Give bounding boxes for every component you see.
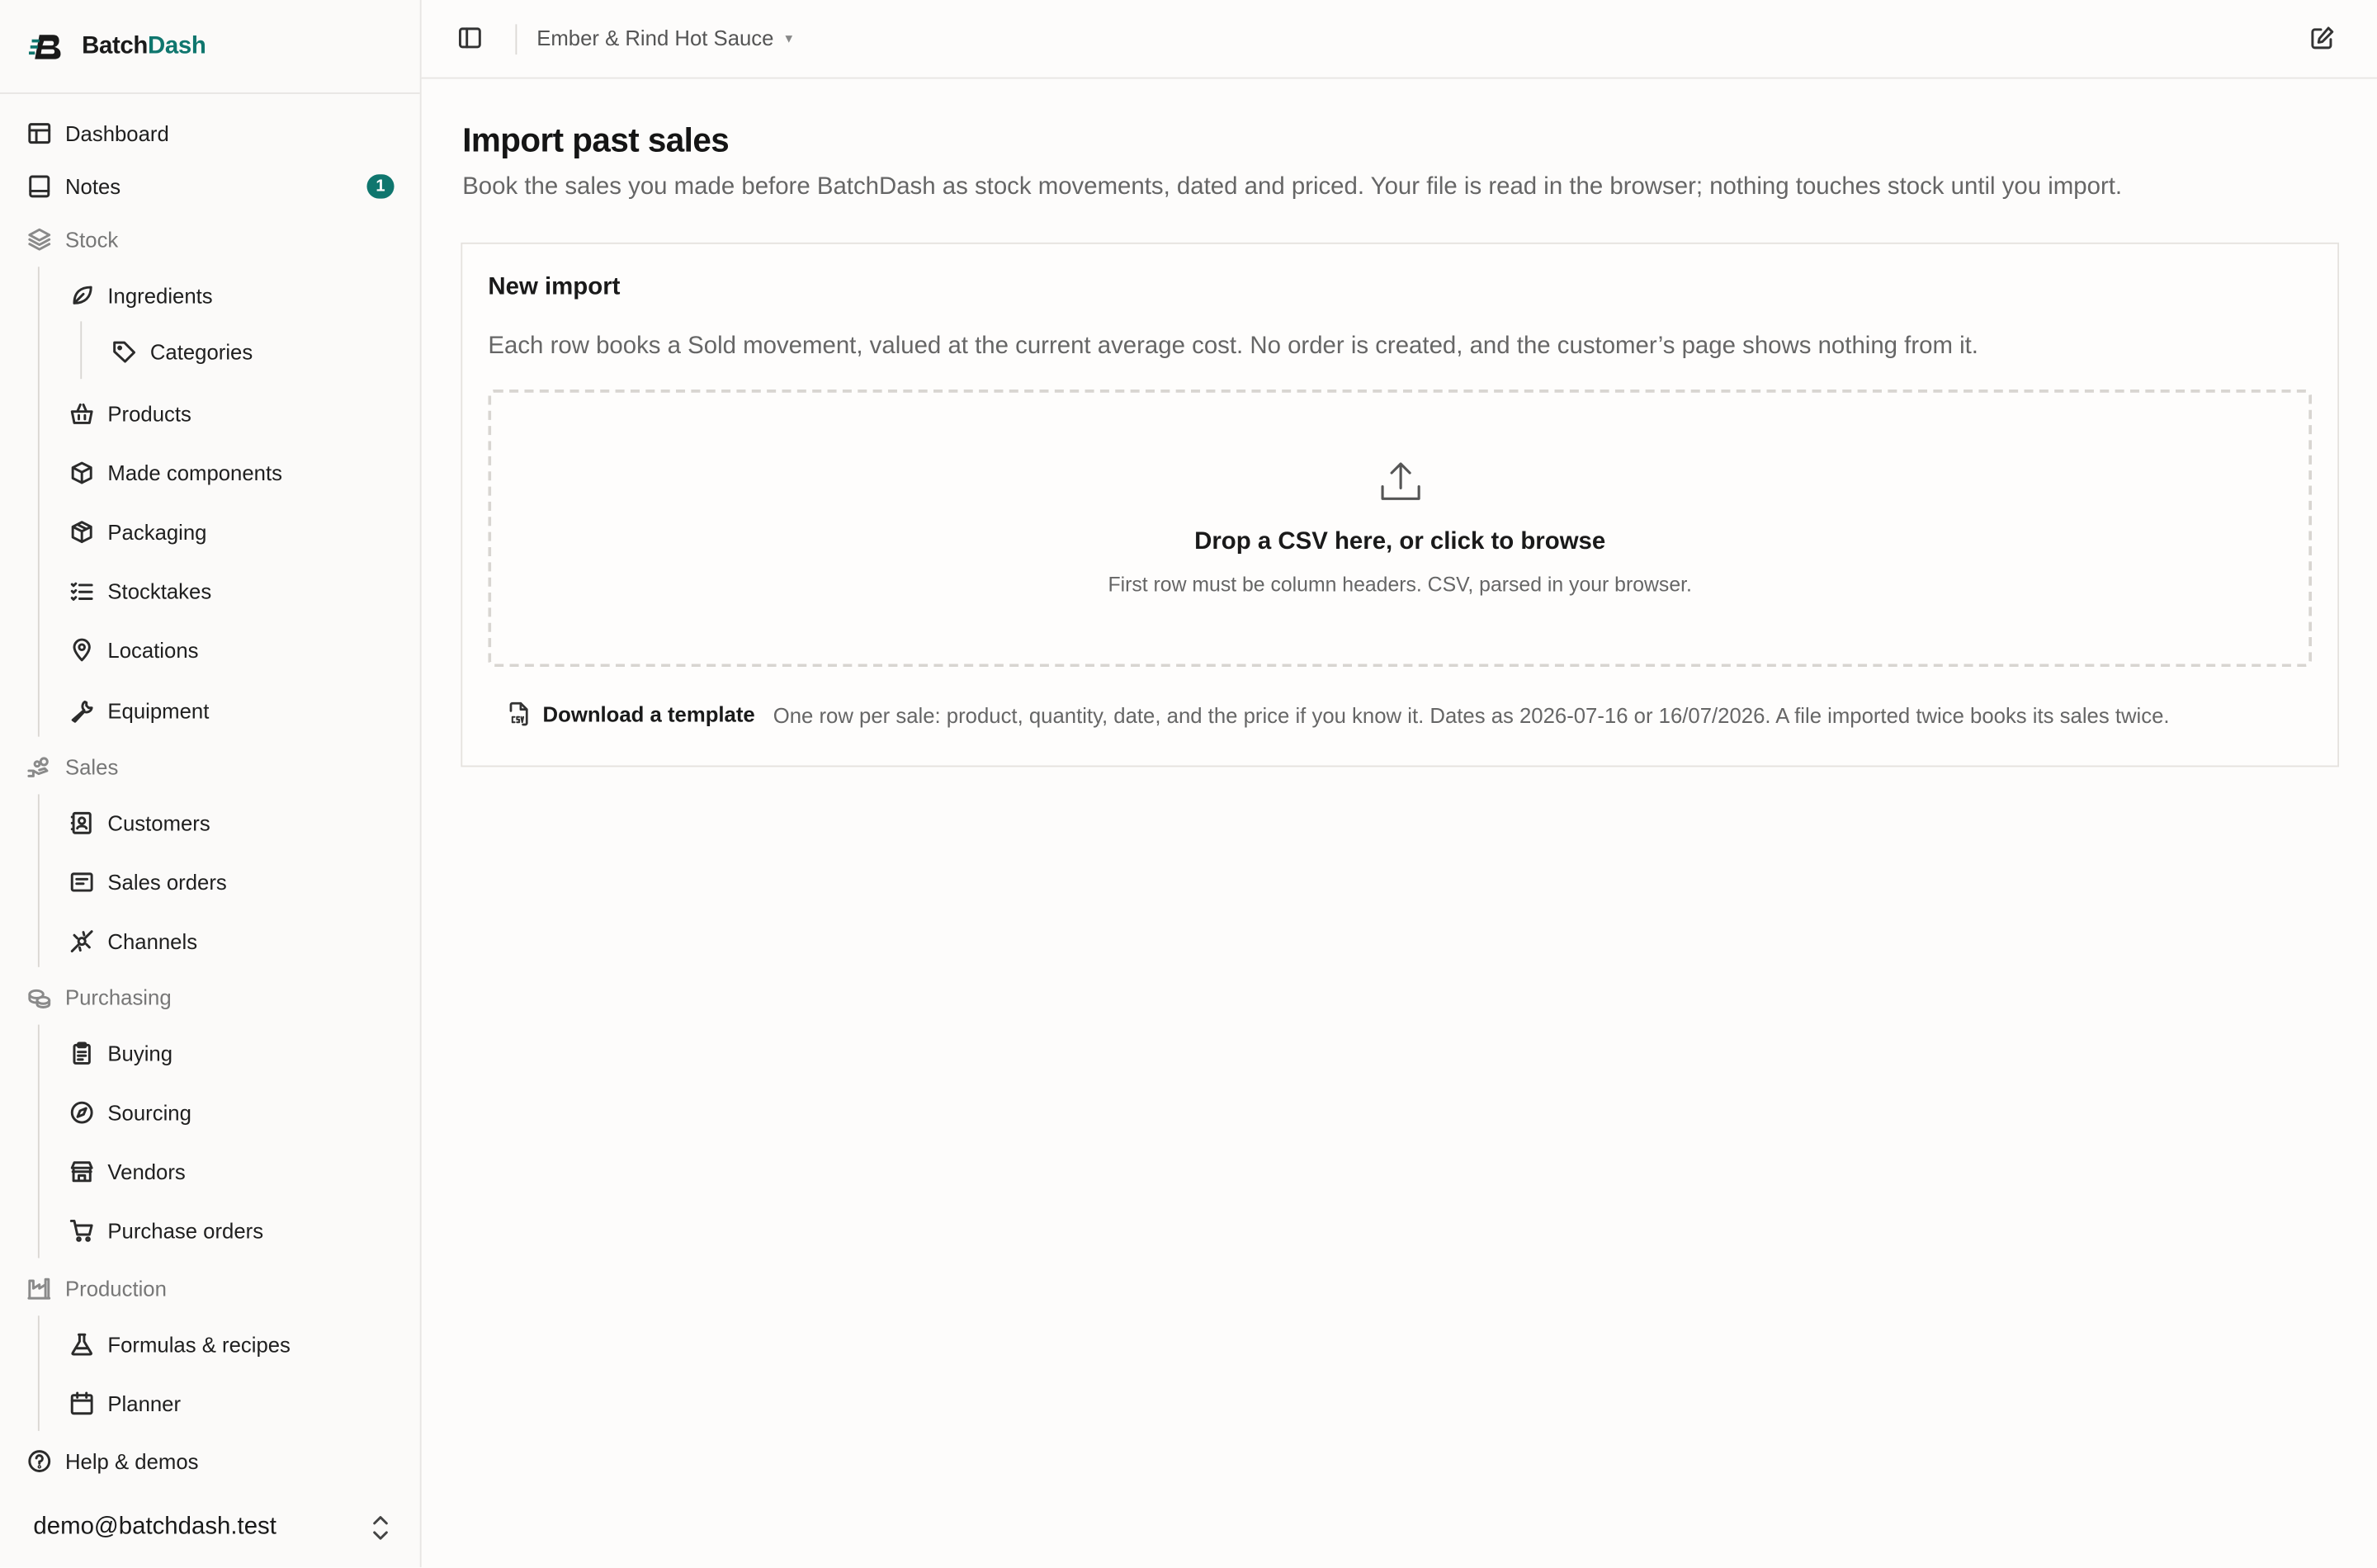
layout-icon <box>27 121 51 145</box>
template-note: One row per sale: product, quantity, date, and the price if you know it. Dates as 2026-07-16 or 16/07/2026. A file imported twice books its sales twice. <box>773 703 2170 728</box>
panel-left-icon[interactable] <box>458 26 485 53</box>
layers-icon <box>27 228 51 252</box>
brand[interactable] <box>0 0 420 94</box>
topbar-divider <box>515 24 517 54</box>
sidebar-item-products[interactable] <box>0 391 422 437</box>
sidebar-section-production[interactable] <box>0 1266 422 1311</box>
user-menu[interactable] <box>0 1500 422 1555</box>
sidebar-item-vendors[interactable] <box>0 1149 422 1194</box>
sidebar-section-label: Stock <box>64 227 119 252</box>
workspace-name: Ember & Rind Hot Sauce <box>536 26 774 50</box>
sidebar-item-planner[interactable] <box>0 1381 422 1426</box>
sidebar-item-label: Products <box>107 401 191 427</box>
upload-icon <box>1378 460 1424 505</box>
sidebar-item-purchase-orders[interactable] <box>0 1208 422 1254</box>
sidebar-section-label: Purchasing <box>64 985 172 1010</box>
sidebar-item-label: Purchase orders <box>107 1218 264 1244</box>
sidebar-item-label: Help & demos <box>64 1448 199 1474</box>
workspace-switcher[interactable] <box>536 26 795 50</box>
store-icon <box>69 1159 93 1183</box>
sidebar-item-stocktakes[interactable] <box>0 569 422 614</box>
sidebar-item-notes[interactable] <box>0 163 422 209</box>
coins-icon <box>27 985 51 1009</box>
topbar <box>422 0 2377 79</box>
notes-count-badge: 1 <box>366 174 394 198</box>
sidebar-item-packaging[interactable] <box>0 509 422 555</box>
user-email: demo@batchdash.test <box>33 1514 276 1541</box>
batchdash-logo <box>29 28 65 64</box>
cart-icon <box>69 1219 93 1243</box>
sidebar-item-label: Vendors <box>107 1159 186 1184</box>
flask-icon <box>69 1332 93 1356</box>
dropzone-subtitle: First row must be column headers. CSV, parsed in your browser. <box>1108 573 1692 596</box>
sidebar-item-buying[interactable] <box>0 1031 422 1076</box>
sidebar-item-customers[interactable] <box>0 801 422 846</box>
sidebar-item-help[interactable] <box>0 1438 422 1484</box>
sidebar-item-sales-orders[interactable] <box>0 859 422 904</box>
sidebar-item-made-components[interactable] <box>0 450 422 495</box>
sidebar-item-label: Locations <box>107 638 199 663</box>
brand-name: BatchDash <box>82 32 206 59</box>
sidebar-item-label: Customers <box>107 810 210 836</box>
package-icon <box>69 520 93 544</box>
tag-icon <box>112 339 136 363</box>
sidebar-item-label: Sales orders <box>107 870 227 895</box>
sidebar-item-channels[interactable] <box>0 919 422 964</box>
file-csv-icon <box>508 701 529 725</box>
csv-dropzone[interactable] <box>488 390 2312 667</box>
contact-icon <box>69 811 93 835</box>
basket-icon <box>69 402 93 426</box>
caret-down-icon: ▼ <box>782 31 796 45</box>
compass-icon <box>69 1100 93 1124</box>
sidebar-item-equipment[interactable] <box>0 688 422 734</box>
sidebar-section-sales[interactable] <box>0 744 422 790</box>
sidebar-item-label: Categories <box>149 339 253 364</box>
sidebar-item-label: Formulas & recipes <box>107 1332 291 1357</box>
main-content <box>422 0 2377 1567</box>
sidebar-item-label: Buying <box>107 1041 173 1066</box>
notebook-icon <box>27 174 51 198</box>
sidebar-section-label: Sales <box>64 754 119 780</box>
chevrons-up-down-icon <box>370 1514 391 1549</box>
receipt-icon <box>69 870 93 894</box>
sidebar-item-label: Notes <box>64 174 121 199</box>
sidebar-item-formulas[interactable] <box>0 1322 422 1367</box>
sidebar-item-label: Dashboard <box>64 120 169 146</box>
checklist-icon <box>69 579 93 603</box>
sidebar-item-label: Sourcing <box>107 1100 191 1125</box>
sidebar-item-locations[interactable] <box>0 627 422 673</box>
dropzone-title: Drop a CSV here, or click to browse <box>1194 529 1606 555</box>
sidebar-section-purchasing[interactable] <box>0 975 422 1020</box>
download-template-button[interactable] <box>508 701 754 725</box>
sidebar-item-label: Stocktakes <box>107 579 212 604</box>
help-circle-icon <box>27 1449 51 1473</box>
sidebar-item-label: Planner <box>107 1391 182 1416</box>
new-import-card <box>461 243 2339 767</box>
download-template-label: Download a template <box>542 701 755 726</box>
leaf-icon <box>69 283 93 307</box>
sidebar-item-categories[interactable] <box>0 329 422 375</box>
card-title: New import <box>488 274 621 300</box>
sidebar-section-stock[interactable] <box>0 217 422 262</box>
sidebar-item-sourcing[interactable] <box>0 1090 422 1136</box>
sidebar-item-label: Packaging <box>107 519 207 545</box>
edit-icon[interactable] <box>2310 26 2337 53</box>
sidebar <box>0 0 422 1567</box>
plug-icon <box>69 929 93 953</box>
page-subtitle: Book the sales you made before BatchDash as stock movements, dated and priced. Your file is read in the browser; nothing touches stock until you import. <box>462 174 2123 201</box>
calendar-icon <box>69 1391 93 1415</box>
card-description: Each row books a Sold movement, valued at the current average cost. No order is created, and the customer’s page shows nothing from it. <box>488 333 1978 360</box>
sidebar-item-label: Equipment <box>107 698 210 724</box>
sidebar-item-label: Ingredients <box>107 283 213 308</box>
clipboard-icon <box>69 1041 93 1065</box>
factory-icon <box>27 1277 51 1301</box>
sidebar-section-label: Production <box>64 1276 167 1301</box>
hand-coins-icon <box>27 755 51 779</box>
sidebar-item-dashboard[interactable] <box>0 111 422 156</box>
sidebar-item-label: Made components <box>107 460 282 485</box>
box-icon <box>69 460 93 484</box>
page-title: Import past sales <box>462 120 730 159</box>
sidebar-item-label: Channels <box>107 928 198 954</box>
sidebar-item-ingredients[interactable] <box>0 273 422 319</box>
map-pin-icon <box>69 638 93 662</box>
wrench-icon <box>69 699 93 723</box>
